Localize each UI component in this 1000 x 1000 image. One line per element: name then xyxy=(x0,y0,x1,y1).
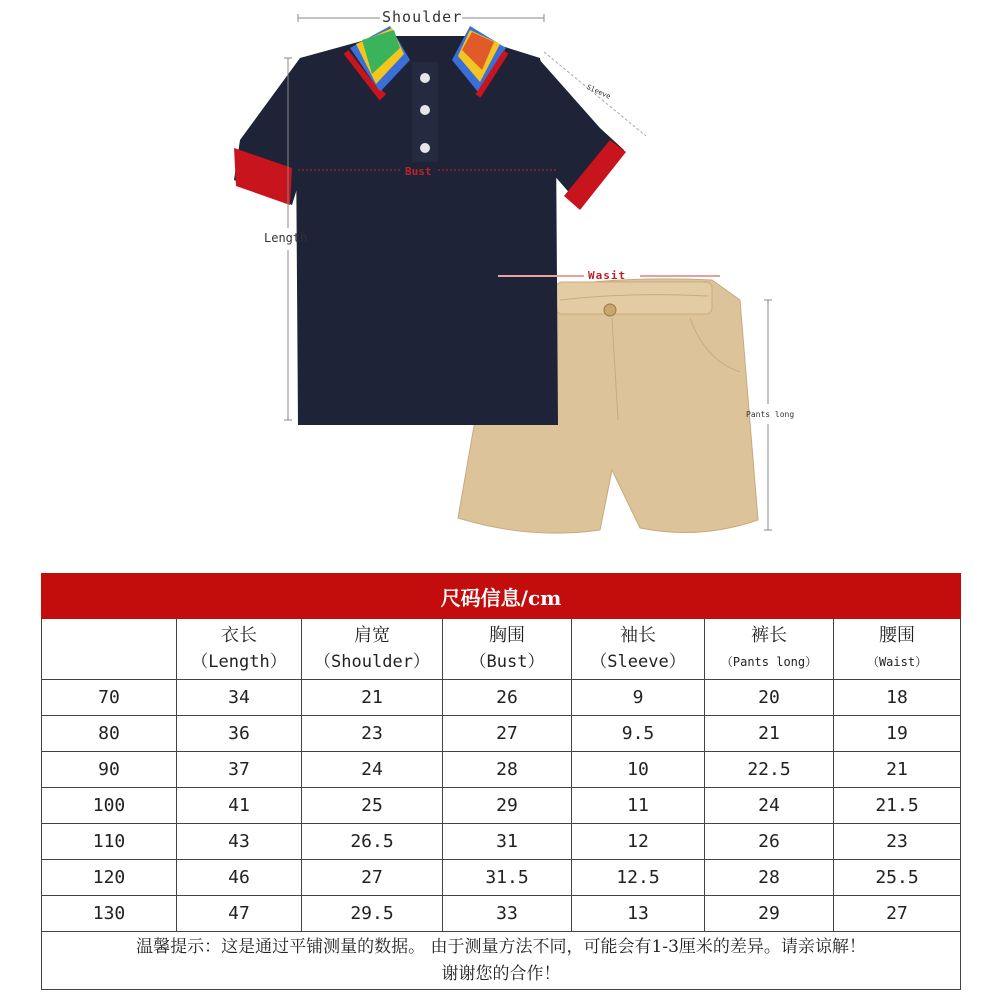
table-cell: 31 xyxy=(443,824,572,860)
table-cell: 36 xyxy=(177,716,302,752)
table-cell: 120 xyxy=(42,860,177,896)
table-cell: 34 xyxy=(177,680,302,716)
table-cell: 110 xyxy=(42,824,177,860)
bust-measure-label: Bust xyxy=(405,165,432,178)
table-cell: 29.5 xyxy=(302,896,443,932)
table-cell: 90 xyxy=(42,752,177,788)
table-cell: 19 xyxy=(834,716,961,752)
column-header-row xyxy=(42,619,961,680)
table-cell: 28 xyxy=(443,752,572,788)
table-cell: 46 xyxy=(177,860,302,896)
table-cell: 10 xyxy=(572,752,705,788)
table-row xyxy=(42,716,961,752)
table-cell: 70 xyxy=(42,680,177,716)
length-measure-label: Length xyxy=(264,231,308,245)
table-cell: 80 xyxy=(42,716,177,752)
table-cell: 12 xyxy=(572,824,705,860)
table-cell: 9.5 xyxy=(572,716,705,752)
table-cell: 130 xyxy=(42,896,177,932)
column-header-waist xyxy=(834,619,961,680)
column-header-zh: 肩宽 xyxy=(354,625,390,646)
column-header-en: （Pants long） xyxy=(720,655,818,669)
column-header-bust xyxy=(443,619,572,680)
table-cell: 41 xyxy=(177,788,302,824)
table-cell: 21 xyxy=(302,680,443,716)
table-cell: 9 xyxy=(572,680,705,716)
measurement-note xyxy=(42,932,961,990)
waist-measure-label: Wasit xyxy=(588,269,627,282)
size-chart-table xyxy=(41,573,961,990)
table-cell: 25.5 xyxy=(834,860,961,896)
table-cell: 29 xyxy=(443,788,572,824)
table-cell: 25 xyxy=(302,788,443,824)
column-header-en: （Length） xyxy=(191,652,287,672)
table-row xyxy=(42,680,961,716)
table-cell: 28 xyxy=(705,860,834,896)
table-cell: 33 xyxy=(443,896,572,932)
table-cell: 27 xyxy=(302,860,443,896)
table-cell: 37 xyxy=(177,752,302,788)
size-chart-title: 尺码信息/cm xyxy=(42,574,961,619)
column-header-zh: 袖长 xyxy=(620,625,656,646)
table-cell: 12.5 xyxy=(572,860,705,896)
table-row xyxy=(42,824,961,860)
table-cell: 11 xyxy=(572,788,705,824)
table-cell: 27 xyxy=(443,716,572,752)
column-header-size xyxy=(42,619,177,680)
table-cell: 13 xyxy=(572,896,705,932)
column-header-zh: 胸围 xyxy=(489,625,525,646)
table-cell: 18 xyxy=(834,680,961,716)
table-cell: 26.5 xyxy=(302,824,443,860)
table-cell: 100 xyxy=(42,788,177,824)
column-header-length xyxy=(177,619,302,680)
table-row xyxy=(42,860,961,896)
column-header-sleeve xyxy=(572,619,705,680)
table-cell: 29 xyxy=(705,896,834,932)
column-header-zh: 衣长 xyxy=(221,625,257,646)
note-line: 谢谢您的合作！ xyxy=(441,963,561,984)
table-cell: 21 xyxy=(705,716,834,752)
table-cell: 21.5 xyxy=(834,788,961,824)
column-header-zh: 腰围 xyxy=(879,625,916,646)
table-cell: 26 xyxy=(705,824,834,860)
table-cell: 24 xyxy=(705,788,834,824)
table-row xyxy=(42,896,961,932)
column-header-shoulder xyxy=(302,619,443,680)
table-cell: 22.5 xyxy=(705,752,834,788)
column-header-en: （Waist） xyxy=(866,655,928,669)
size-chart-body xyxy=(42,680,961,990)
note-line: 温馨提示：这是通过平铺测量的数据。 由于测量方法不同，可能会有1-3厘米的差异。请亲谅解！ xyxy=(136,936,866,957)
column-header-zh: 裤长 xyxy=(751,625,787,646)
table-cell: 47 xyxy=(177,896,302,932)
column-header-pants-long xyxy=(705,619,834,680)
column-header-en: （Shoulder） xyxy=(314,652,430,672)
table-cell: 43 xyxy=(177,824,302,860)
table-row xyxy=(42,752,961,788)
table-row xyxy=(42,788,961,824)
shoulder-measure-label: Shoulder xyxy=(382,8,463,26)
table-cell: 20 xyxy=(705,680,834,716)
pants-long-measure-label: Pants long xyxy=(746,410,795,419)
table-cell: 27 xyxy=(834,896,961,932)
table-cell: 31.5 xyxy=(443,860,572,896)
table-cell: 21 xyxy=(834,752,961,788)
table-cell: 24 xyxy=(302,752,443,788)
table-cell: 23 xyxy=(302,716,443,752)
column-header-en: （Bust） xyxy=(469,652,545,672)
table-cell: 26 xyxy=(443,680,572,716)
column-header-en: （Sleeve） xyxy=(590,652,686,672)
sleeve-measure-label: Sleeve xyxy=(585,83,612,101)
note-row xyxy=(42,932,961,990)
table-cell: 23 xyxy=(834,824,961,860)
